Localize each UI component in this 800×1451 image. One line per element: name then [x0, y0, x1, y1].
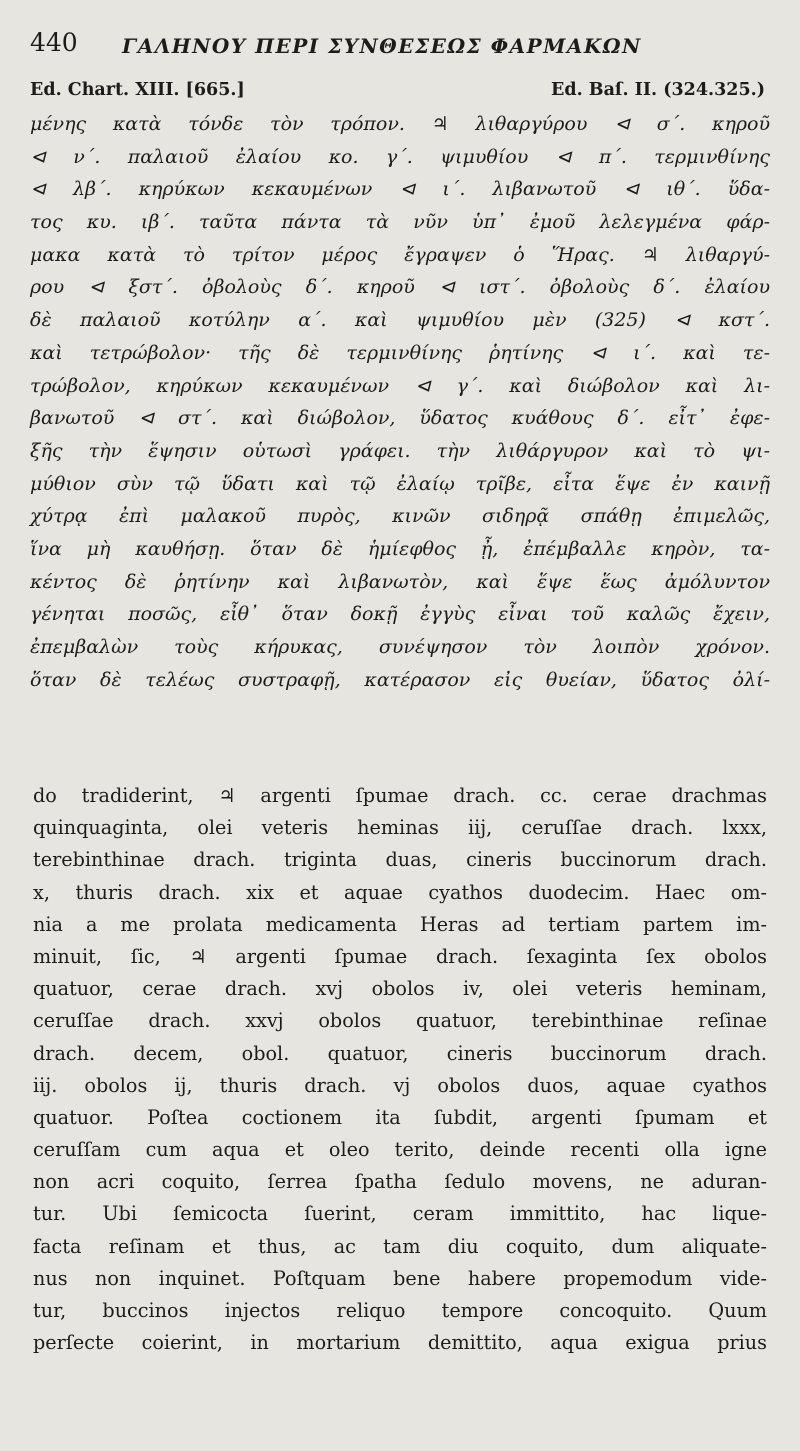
edition-reference-chartier: Ed. Chart. XIII. [665.] [30, 80, 245, 100]
latin-line: quatuor, cerae drach. xvj obolos iv, olei veteris heminam, [33, 977, 767, 1001]
greek-line: γένηται ποσῶς, εἶθ᾽ ὅταν δοκῇ ἐγγὺς εἶναι τοῦ καλῶς ἔχειν, [30, 603, 770, 626]
greek-line: ξῆς τὴν ἕψησιν οὑτωσὶ γράφει. τὴν λιθάργυρον καὶ τὸ ψι- [30, 439, 770, 462]
latin-text-block [33, 780, 767, 1359]
greek-line: μένης κατὰ τόνδε τὸν τρόπον. ♃ λιθαργύρου ⊲ σ΄. κηροῦ [30, 113, 770, 135]
latin-line: quatuor. Poſtea coctionem ita ſubdit, argenti ſpumam et [33, 1105, 767, 1129]
greek-line: βανωτοῦ ⊲ στ΄. καὶ διώβολον, ὕδατος κυάθους δ΄. εἶτ᾽ ἐφε- [30, 407, 770, 430]
running-title: ΓΑΛΗΝΟΥ ΠΕΡΙ ΣΥΝΘΕΣΕΩΣ ΦΑΡΜΑΚΩΝ [122, 34, 642, 58]
greek-line: ⊲ ν΄. παλαιοῦ ἐλαίου κο. γ΄. ψιμυθίου ⊲ π΄. τερμινθίνης [30, 145, 770, 168]
page-number: 440 [30, 28, 78, 57]
greek-line: τρώβολον, κηρύκων κεκαυμένων ⊲ γ΄. καὶ διώβολον καὶ λι- [30, 374, 770, 397]
greek-line: χύτρᾳ ἐπὶ μαλακοῦ πυρὸς, κινῶν σιδηρᾷ σπάθῃ ἐπιμελῶς, [30, 505, 770, 528]
latin-line: nus non inquinet. Poſtquam bene habere propemodum vide- [33, 1266, 767, 1290]
edition-reference-row [30, 80, 765, 106]
greek-line: τος κυ. ιβ΄. ταῦτα πάντα τὰ νῦν ὑπ᾽ ἐμοῦ λελεγμένα φάρ- [30, 211, 770, 234]
greek-line: καὶ τετρώβολον· τῆς δὲ τερμινθίνης ῥητίνης ⊲ ι΄. καὶ τε- [30, 341, 770, 364]
latin-line: terebinthinae drach. triginta duas, cineris buccinorum drach. [33, 848, 767, 872]
latin-line: nia a me prolata medicamenta Heras ad tertiam partem im- [33, 912, 767, 936]
latin-line: x, thuris drach. xix et aquae cyathos duodecim. Haec om- [33, 880, 767, 904]
page-header [30, 28, 770, 64]
edition-reference-basel: Ed. Baſ. II. (324.325.) [551, 80, 765, 100]
latin-line: ceruſſam cum aqua et oleo terito, deinde recenti olla igne [33, 1138, 767, 1162]
latin-line: tur, buccinos injectos reliquo tempore concoquito. Quum [33, 1299, 767, 1322]
latin-line: tur. Ubi ſemicocta ſuerint, ceram immittito, hac lique- [33, 1202, 767, 1226]
latin-line: iij. obolos ij, thuris drach. vj obolos duos, aquae cyathos [33, 1073, 767, 1097]
greek-line: μύθιον σὺν τῷ ὕδατι καὶ τῷ ἐλαίῳ τρῖβε, εἶτα ἕψε ἐν καινῇ [30, 472, 770, 495]
latin-line: ceruſſae drach. xxvj obolos quatuor, terebinthinae reſinae [33, 1009, 767, 1033]
greek-line: ⊲ λβ΄. κηρύκων κεκαυμένων ⊲ ι΄. λιβανωτοῦ ⊲ ιθ΄. ὕδα- [30, 178, 770, 201]
greek-line: δὲ παλαιοῦ κοτύλην α΄. καὶ ψιμυθίου μὲν (325) ⊲ κστ΄. [30, 309, 770, 332]
greek-line: ἵνα μὴ καυθήσῃ. ὅταν δὲ ἡμίεφθος ᾖ, ἐπέμβαλλε κηρὸν, τα- [30, 537, 770, 560]
greek-line: ἐπεμβαλὼν τοὺς κήρυκας, συνέψησον τὸν λοιπὸν χρόνον. [30, 636, 770, 658]
latin-line: minuit, ſic, ♃ argenti ſpumae drach. ſexaginta ſex obolos [33, 944, 767, 968]
latin-line: quinquaginta, olei veteris heminas iij, ceruſſae drach. lxxx, [33, 816, 767, 840]
greek-line: μακα κατὰ τὸ τρίτον μέρος ἔγραψεν ὁ Ἥρας. ♃ λιθαργύ- [30, 243, 770, 266]
latin-line: facta reſinam et thus, ac tam diu coquito, dum aliquate- [33, 1234, 767, 1258]
greek-line: ὅταν δὲ τελέως συστραφῇ, κατέρασον εἰς θυείαν, ὕδατος ὀλί- [30, 668, 770, 691]
latin-line: do tradiderint, ♃ argenti ſpumae drach. cc. cerae drachmas [33, 784, 767, 807]
greek-line: ρου ⊲ ξστ΄. ὀβολοὺς δ΄. κηροῦ ⊲ ιστ΄. ὀβολοὺς δ΄. ἐλαίου [30, 276, 770, 299]
latin-line: non acri coquito, ſerrea ſpatha ſedulo movens, ne aduran- [33, 1170, 767, 1194]
latin-line: drach. decem, obol. quatuor, cineris buccinorum drach. [33, 1041, 767, 1065]
latin-line: perſecte coierint, in mortarium demittito, aqua exigua prius [33, 1331, 767, 1355]
greek-text-block [30, 108, 770, 696]
greek-line: κέντος δὲ ῥητίνην καὶ λιβανωτὸν, καὶ ἕψε ἕως ἀμόλυντον [30, 570, 770, 593]
